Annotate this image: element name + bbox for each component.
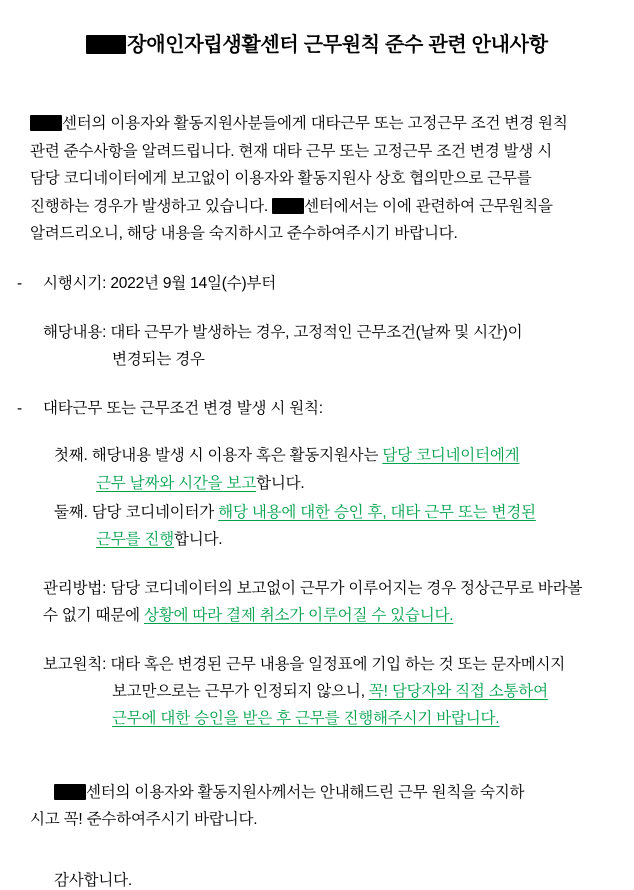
item-reporting-line-2 xyxy=(30,678,604,705)
item-reporting-line-1 xyxy=(30,651,604,678)
principle-second-highlight-2: 근무를 진행 xyxy=(96,530,174,548)
page-title xyxy=(30,32,604,58)
item-scope-label: 해당내용: xyxy=(43,324,107,342)
principles-list xyxy=(54,442,604,553)
principle-first-highlight-2: 근무 날짜와 시간을 보고 xyxy=(96,474,257,492)
item-reporting-value: 대타 혹은 변경된 근무 내용을 일정표에 기입 하는 것 또는 문자메시지 xyxy=(110,656,566,674)
intro-line-3: 담당 코디네이터에게 보고없이 이용자와 활동지원사 상호 협의만으로 근무를 xyxy=(30,170,532,188)
intro-line-1-text: 센터의 이용자와 활동지원사분들에게 대타근무 또는 고정근무 조건 변경 원칙 xyxy=(62,115,568,132)
principle-item-first xyxy=(54,442,604,496)
principle-first-tail: 합니다. xyxy=(256,474,305,492)
principle-second-tail: 합니다. xyxy=(173,530,223,548)
principle-first-plain: 해당내용 발생 시 이용자 혹은 활동지원사는 xyxy=(91,447,383,465)
principle-marker: 둘째. xyxy=(54,503,88,521)
intro-paragraph xyxy=(30,110,604,248)
intro-line-2: 관련 준수사항을 알려드립니다. 현재 대타 근무 또는 고정근무 조건 변경 발생 시 xyxy=(30,142,553,160)
item-management-line-2-highlight: 상황에 따라 결제 취소가 이루어질 수 있습니다. xyxy=(143,607,454,625)
principle-marker: 첫째. xyxy=(54,447,88,465)
closing-line-1-text: 센터의 이용자와 활동지원사께서는 안내해드린 근무 원칙을 숙지하 xyxy=(86,783,525,801)
item-schedule xyxy=(17,270,604,297)
item-principles-heading xyxy=(17,395,604,422)
item-principles-label: 대타근무 또는 근무조건 변경 발생 시 원칙: xyxy=(43,400,323,418)
dash-bullet-icon: - xyxy=(17,400,22,418)
dash-bullet-icon xyxy=(30,651,43,678)
principle-second-plain: 담당 코디네이터가 xyxy=(91,503,219,521)
item-schedule-line xyxy=(17,270,604,297)
item-reporting-label: 보고원칙: xyxy=(43,656,107,674)
item-reporting xyxy=(30,651,604,732)
item-reporting-line-3-highlight: 근무에 대한 승인을 받은 후 근무를 진행해주시기 바랍니다. xyxy=(112,710,500,728)
closing-line-2: 시고 꼭! 준수하여주시기 바랍니다. xyxy=(30,811,258,829)
intro-line-4 xyxy=(30,193,604,221)
intro-line-4-pre: 진행하는 경우가 발생하고 있습니다. xyxy=(30,197,273,215)
dash-bullet-icon: - xyxy=(17,274,22,292)
redaction-block-intro-2 xyxy=(272,198,304,214)
item-management-line-2 xyxy=(30,602,604,629)
dash-bullet-icon xyxy=(30,319,43,346)
item-reporting-line-2-plain: 보고만으로는 근무가 인정되지 않으니, xyxy=(112,683,369,701)
principle-item-second xyxy=(54,499,604,553)
item-management-value: 담당 코디네이터의 보고없이 근무가 이루어지는 경우 정상근무로 바라볼 xyxy=(110,579,583,597)
thanks-line xyxy=(30,868,604,890)
intro-line-5: 알려드리오니, 해당 내용을 숙지하시고 준수하여주시기 바랍니다. xyxy=(30,225,458,243)
closing-paragraph xyxy=(30,779,604,834)
redaction-block-closing xyxy=(54,784,86,800)
redaction-block-title xyxy=(86,35,126,54)
item-management xyxy=(30,575,604,629)
thanks-text: 감사합니다. xyxy=(54,871,132,889)
item-scope-line-2: 변경되는 경우 xyxy=(112,351,205,369)
item-scope-line-1 xyxy=(30,319,604,346)
item-management-label: 관리방법: xyxy=(43,579,107,597)
dash-bullet-icon xyxy=(30,575,43,602)
redaction-block-intro-1 xyxy=(30,115,62,131)
principle-first-highlight-1: 담당 코디네이터에게 xyxy=(382,447,520,465)
item-scope xyxy=(30,319,604,373)
principle-second-highlight-1: 해당 내용에 대한 승인 후, 대타 근무 또는 변경된 xyxy=(218,503,536,521)
item-management-line-1 xyxy=(30,575,604,602)
item-principles-heading-line xyxy=(17,395,604,422)
intro-line-4-post: 센터에서는 이에 관련하여 근무원칙을 xyxy=(304,197,553,215)
item-schedule-value: 2022년 9월 14일(수)부터 xyxy=(110,274,277,292)
item-scope-value: 대타 근무가 발생하는 경우, 고정적인 근무조건(날짜 및 시간)이 xyxy=(110,324,523,342)
item-reporting-line-3 xyxy=(30,705,604,732)
item-management-line-2-plain: 수 없기 때문에 xyxy=(43,607,144,625)
item-reporting-line-2-highlight: 꼭! 담당자와 직접 소통하여 xyxy=(368,683,548,701)
item-schedule-label: 시행시기: xyxy=(43,274,107,292)
closing-line-1 xyxy=(30,779,604,807)
intro-line-1 xyxy=(30,110,604,138)
page-title-text: 장애인자립생활센터 근무원칙 준수 관련 안내사항 xyxy=(127,34,548,56)
